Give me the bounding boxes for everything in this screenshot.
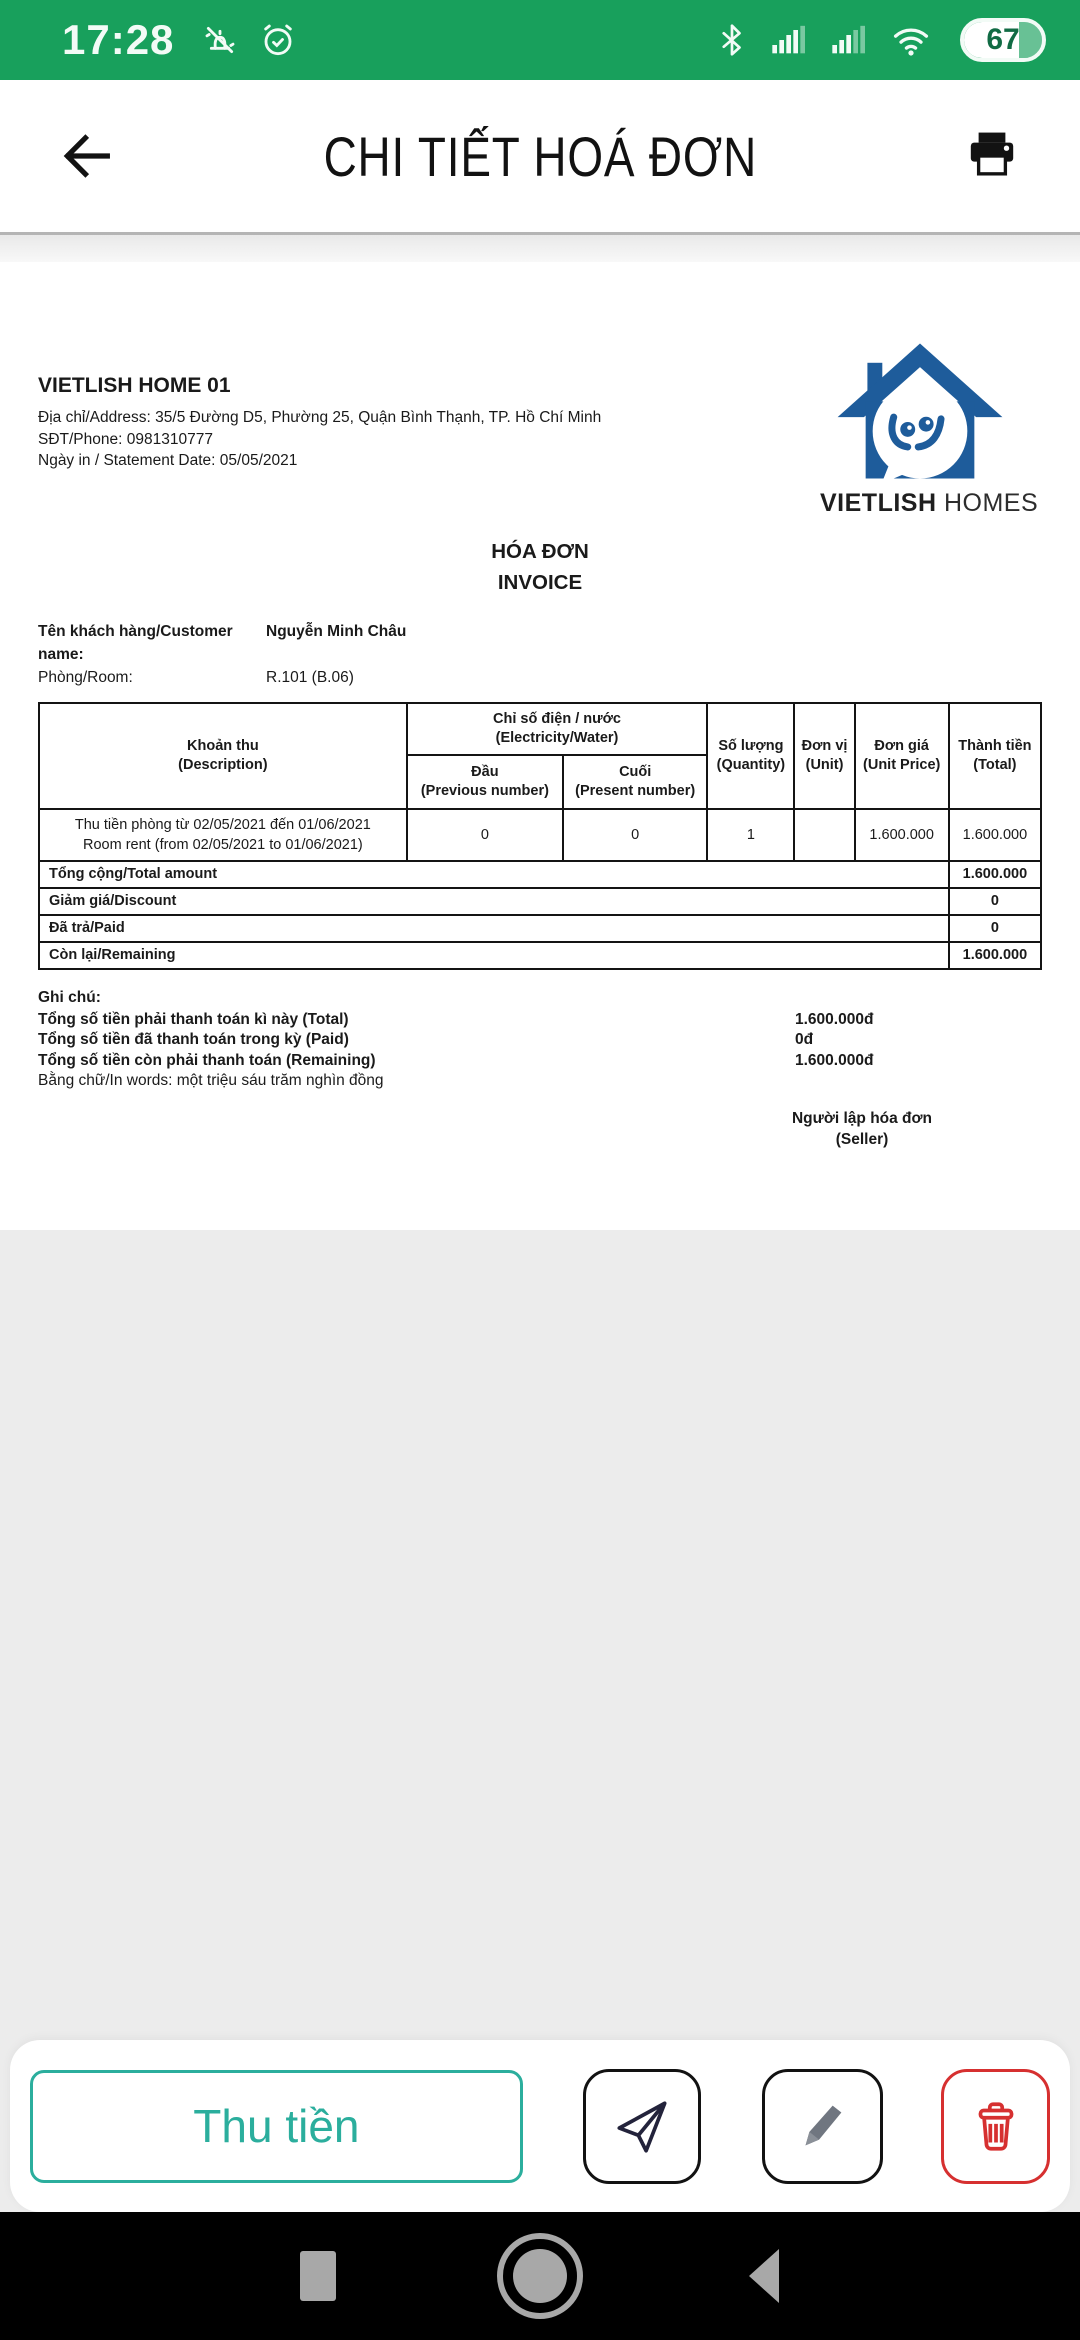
battery-rest <box>1019 22 1042 58</box>
row-description: Thu tiền phòng từ 02/05/2021 đến 01/06/2021 Room rent (from 02/05/2021 to 01/06/2021) <box>39 809 407 861</box>
delete-invoice-button[interactable] <box>941 2069 1050 2184</box>
note-total-row: Tổng số tiền phải thanh toán kì này (Total) 1.600.000đ <box>38 1010 874 1028</box>
row-unit-price: 1.600.000 <box>855 809 949 861</box>
col-header-meter-group: Chỉ số điện / nước (Electricity/Water) <box>407 703 708 755</box>
signal-icon <box>768 20 810 60</box>
nav-recents-button[interactable] <box>238 2212 398 2340</box>
header-divider <box>0 232 1080 262</box>
room-row <box>38 666 1042 689</box>
notes-title: Ghi chú: <box>38 988 101 1006</box>
app-bar <box>0 80 1080 232</box>
logo-wordmark: VIETLISH HOMES <box>820 489 1039 517</box>
status-right-icons <box>714 18 1046 62</box>
amount-in-words: Bằng chữ/In words: một triệu sáu trăm nghìn đồng <box>38 1072 384 1089</box>
company-phone: SĐT/Phone: 0981310777 <box>38 430 213 448</box>
customer-name-row <box>38 620 1042 666</box>
summary-row-discount: Giảm giá/Discount 0 <box>39 888 1041 915</box>
summary-row-remaining: Còn lại/Remaining 1.600.000 <box>39 942 1041 969</box>
customer-name-label: Tên khách hàng/Customer name: <box>38 622 233 663</box>
col-header-quantity: Số lượng (Quantity) <box>707 703 794 809</box>
notes-section <box>38 986 1042 1092</box>
customer-name-value: Nguyễn Minh Châu <box>266 622 407 640</box>
android-nav-bar <box>0 2212 1080 2340</box>
col-header-description: Khoản thu (Description) <box>39 703 407 809</box>
row-total: 1.600.000 <box>949 809 1041 861</box>
summary-row-paid: Đã trả/Paid 0 <box>39 915 1041 942</box>
battery-percent: 67 <box>986 23 1020 56</box>
bottom-action-bar <box>10 2040 1070 2212</box>
battery-indicator <box>960 18 1046 62</box>
row-meter-start: 0 <box>407 809 563 861</box>
vietlish-homes-logo <box>820 340 1039 518</box>
nav-back-button[interactable] <box>684 2212 844 2340</box>
logo-house-icon <box>832 340 1008 482</box>
company-address: Địa chỉ/Address: 35/5 Đường D5, Phường 25, Quận Bình Thạnh, TP. Hồ Chí Minh <box>38 409 602 426</box>
invoice-title-en: INVOICE <box>497 570 583 594</box>
col-header-unit: Đơn vị (Unit) <box>794 703 854 809</box>
statement-date: Ngày in / Statement Date: 05/05/2021 <box>38 452 298 469</box>
room-value: R.101 (B.06) <box>266 668 354 686</box>
collect-money-button[interactable] <box>30 2070 523 2183</box>
col-header-meter-end: Cuối (Present number) <box>563 755 707 809</box>
row-unit <box>794 809 854 861</box>
invoice-table <box>38 702 1042 970</box>
company-name: VIETLISH HOME 01 <box>38 374 231 397</box>
col-header-total: Thành tiền (Total) <box>949 703 1041 809</box>
row-meter-end: 0 <box>563 809 707 861</box>
signal-icon-2 <box>828 20 870 60</box>
back-triangle-icon <box>747 2247 781 2305</box>
seller-label-en: (Seller) <box>835 1130 889 1148</box>
edit-invoice-button[interactable] <box>762 2069 884 2184</box>
print-button[interactable] <box>956 120 1028 192</box>
send-invoice-button[interactable] <box>583 2069 701 2184</box>
home-circle-icon <box>494 2230 586 2322</box>
col-header-unit-price: Đơn giá (Unit Price) <box>855 703 949 809</box>
seller-signature-block <box>38 1108 1042 1150</box>
recents-square-icon <box>298 2249 338 2303</box>
clock-text: 17:28 <box>62 16 175 63</box>
nav-home-button[interactable] <box>460 2212 620 2340</box>
back-button[interactable] <box>52 120 124 192</box>
summary-row-total: Tổng cộng/Total amount 1.600.000 <box>39 861 1041 888</box>
invoice-title <box>38 536 1042 598</box>
wifi-icon <box>888 19 934 61</box>
note-paid-row: Tổng số tiền đã thanh toán trong kỳ (Paid) 0đ <box>38 1031 814 1048</box>
row-quantity: 1 <box>707 809 794 861</box>
pencil-icon <box>791 2095 853 2157</box>
page-title: CHI TIẾT HOÁ ĐƠN <box>323 124 757 188</box>
invoice-document <box>0 262 1080 1230</box>
status-bar <box>0 0 1080 80</box>
bluetooth-icon <box>714 20 750 60</box>
col-header-meter-start: Đầu (Previous number) <box>407 755 563 809</box>
customer-info <box>38 620 1042 689</box>
paper-plane-icon <box>609 2093 675 2159</box>
note-remaining-row: Tổng số tiền còn phải thanh toán (Remaining) 1.600.000đ <box>38 1051 874 1069</box>
invoice-title-vi: HÓA ĐƠN <box>491 539 589 563</box>
room-label: Phòng/Room: <box>38 668 133 686</box>
collect-money-label: Thu tiền <box>193 2100 360 2152</box>
alarm-icon <box>258 20 298 60</box>
trash-icon <box>967 2096 1025 2156</box>
bell-muted-icon <box>200 20 240 60</box>
table-row <box>39 809 1041 861</box>
seller-label-vi: Người lập hóa đơn <box>791 1109 933 1127</box>
